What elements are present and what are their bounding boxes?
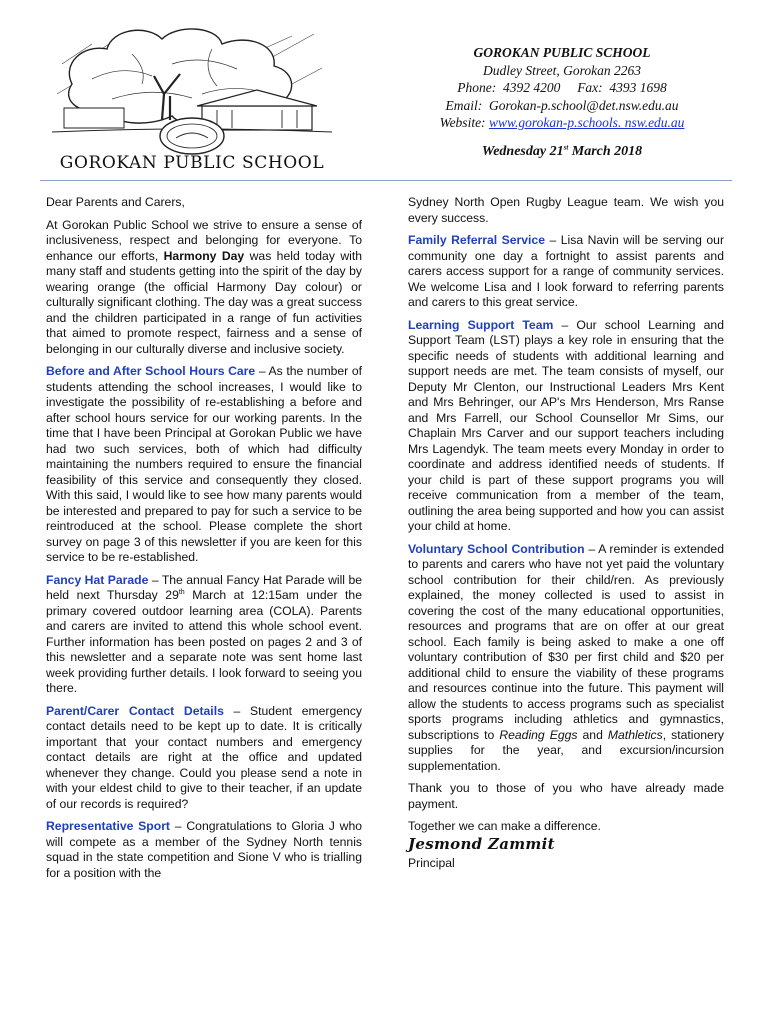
family-referral-paragraph — [408, 233, 724, 311]
fancy-hat-text-b: March at 12:15am under the primary covered outdoor learning area (COLA). Parents and carers are invited to attend this whole school event. Further information has been posted on pages 2 and 3 of this newsletter and a separate note was sent home last week providing further details. I look forward to seeing you there. — [46, 588, 362, 695]
voluntary-text-a: – A reminder is extended to parents and carers who have not yet paid the voluntary school contribution for their child/ren. As previously explained, the money collected is used to assist in covering the cost of the many educational opportunities, resources and programs that are on offer at our great school. Each family is being asked to make a one off voluntary contribution of $30 per first child and $20 per additional child to ensure the viability of these programs and resources continue into the future. This payment will allow the students to access programs such as specialist sports programs including athletics and gymnastics, subscriptions to — [408, 541, 724, 742]
fancy-hat-sup: th — [178, 588, 185, 596]
family-referral-text: – Lisa Navin will be serving our community one day a fortnight to assist parents and carers access support for a range of community services. We welcome Lisa and I look forward to referring parents and carers to this great service. — [408, 233, 724, 309]
voluntary-contribution-heading: Voluntary School Contribution — [408, 541, 585, 556]
voluntary-text-b: , stationery supplies for the year, and excursion/incursion supplementation. — [408, 727, 724, 773]
intro-paragraph — [46, 218, 362, 358]
phone-number: 4392 4200 — [502, 80, 561, 96]
together-line: Together we can make a difference. — [408, 819, 601, 833]
fancy-hat-text-a: – The annual Fancy Hat Parade will be held next Thursday 29 — [46, 572, 362, 602]
school-name: GOROKAN PUBLIC SCHOOL — [473, 45, 651, 60]
newsletter-date — [412, 143, 712, 161]
header-divider — [40, 180, 732, 181]
reading-eggs-italic: Reading Eggs — [499, 727, 578, 742]
intro-text-b: was held today with many staff and students getting into the spirit of the day by wearing orange (the official Harmony Day colour) or culturally significant clothing. The day was a great success and the children participated in a range of fun activities that aimed to promote respect, fairness and a sense of belonging in our culturally diverse and inclusive society. — [46, 248, 362, 356]
phone-label: Phone: — [457, 80, 497, 96]
principal-title: Principal — [408, 856, 455, 870]
website-label: Website: — [439, 115, 486, 131]
fancy-hat-paragraph — [46, 573, 362, 697]
rep-sport-paragraph — [46, 819, 362, 881]
before-after-heading: Before and After School Hours Care — [46, 364, 256, 378]
learning-support-paragraph — [408, 318, 724, 535]
school-logo — [52, 24, 332, 176]
date-day: Wednesday 21 — [481, 143, 564, 159]
contact-details-heading: Parent/Carer Contact Details — [46, 703, 224, 718]
phone-fax-line — [412, 79, 712, 97]
rep-sport-text: – Congratulations to Gloria J who will compete as a member of the Sydney North tennis squad in the state competition and Sione V who is trialling for a position with the — [46, 819, 363, 880]
before-after-text: – As the number of students attending the school increases, I would like to investigate the possibility of re-establishing a before and after school hours service for our working parents. In the time that I have been Principal at Gorokan Public we have had two such services, both of which had difficulty maintaining the numbers required to ensure the financial feasibility of this service and consequently they closed. With this said, I would like to see how many parents would be interested and prepared to pay for such a service to be reintroduced at the school. Please complete the short survey on page 3 of this newsletter if you are keen for this service to be re-established. — [46, 364, 362, 564]
contact-details-text: – Student emergency contact details need to be kept up to date. It is critically important that your contact numbers and emergency contact details are right at the office and updated whenever they change. Could you please send a note in with your eldest child to give to their teacher, if an update of our records is required? — [46, 703, 362, 811]
website-link[interactable]: www.gorokan-p.schools. nsw.edu.au — [488, 115, 685, 131]
family-referral-heading: Family Referral Service — [408, 233, 545, 247]
thanks-paragraph: Thank you to those of you who have already made payment. — [408, 781, 724, 811]
website-line — [412, 114, 712, 132]
learning-support-heading: Learning Support Team — [408, 317, 554, 332]
greeting: Dear Parents and Carers, — [46, 195, 185, 209]
voluntary-and: and — [582, 727, 603, 742]
school-contact-block — [412, 44, 712, 161]
mathletics-italic: Mathletics — [607, 727, 663, 742]
school-address: Dudley Street, Gorokan 2263 — [483, 62, 641, 78]
logo-banner-text: GOROKAN PUBLIC SCHOOL — [59, 153, 325, 173]
rep-sport-continued: Sydney North Open Rugby League team. We wish you every success. — [408, 195, 724, 225]
right-column — [408, 195, 724, 872]
left-column — [46, 195, 362, 888]
before-after-paragraph — [46, 364, 362, 566]
rep-sport-heading: Representative Sport — [46, 819, 170, 833]
harmony-day-bold: Harmony Day — [163, 248, 245, 263]
school-badge — [160, 118, 224, 154]
intro-text-a: At Gorokan Public School we strive to ensure a sense of inclusiveness, respect and belonging for everyone. To enhance our efforts, — [46, 217, 362, 263]
learning-support-text: – Our school Learning and Support Team (LST) plays a key role in ensuring that the specific needs of students with additional learning and support needs are met. The team consists of myself, our Deputy Mr Clenton, our Instructional Leaders Mrs Kent and Mrs Behringer, our AP's Mrs Henderson, Mrs Ranse and Mrs Farrell, our School Counsellor Mr Sims, our Chaplain Mrs Carver and our support teachers including Mrs Lagendyk. The team meets every Monday in order to coordinate and address identified needs of students. If your child is part of these support programs you will receive communication from a member of the team, outlining the area being supported and how you can assist your child at home. — [408, 317, 724, 533]
fancy-hat-heading: Fancy Hat Parade — [46, 572, 149, 587]
email-label: Email: — [445, 97, 483, 113]
fax-label: Fax: — [577, 80, 603, 96]
fax-number: 4393 1698 — [609, 80, 667, 96]
contact-details-paragraph — [46, 704, 362, 813]
date-suffix: st — [563, 143, 569, 152]
email-line — [412, 97, 712, 115]
email-address: Gorokan-p.school@det.nsw.edu.au — [489, 97, 679, 113]
voluntary-contribution-paragraph — [408, 542, 724, 775]
principal-signature: Jesmond Zammit — [408, 834, 555, 853]
date-rest: March 2018 — [571, 143, 643, 159]
